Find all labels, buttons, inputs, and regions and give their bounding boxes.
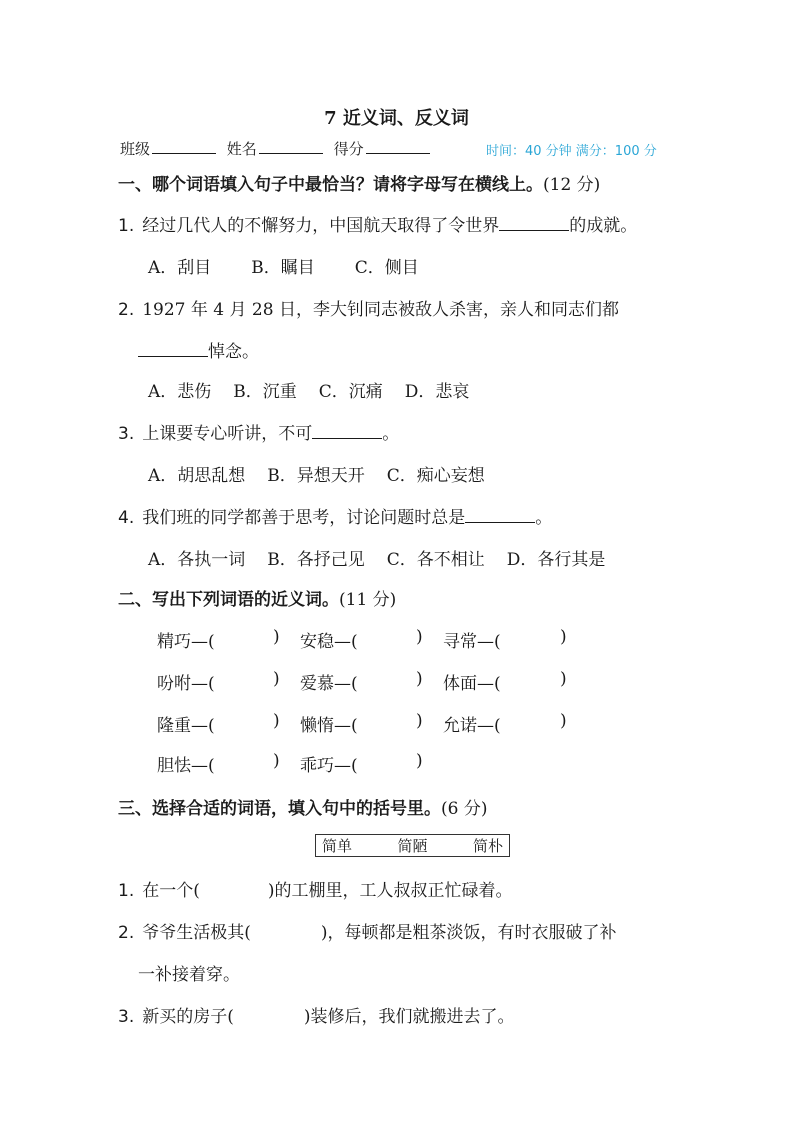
- question-1-4: [118, 503, 552, 528]
- answer-paren-close[interactable]: ): [416, 627, 423, 647]
- answer-blank[interactable]: [499, 216, 569, 231]
- answer-paren-close[interactable]: ): [560, 711, 567, 731]
- synonym-item: [157, 751, 215, 776]
- question-number: 4.: [118, 508, 135, 528]
- question-1-2-continued: [138, 337, 259, 362]
- question-text: 新买的房子(: [142, 1007, 234, 1027]
- question-3-1: [118, 876, 513, 901]
- dash-paren: —(: [334, 632, 358, 652]
- dash-paren: —(: [477, 632, 501, 652]
- dash-paren: —(: [191, 632, 215, 652]
- question-text-end: )，每顿都是粗茶淡饭，有时衣服破了补: [320, 923, 617, 943]
- question-1-1-options: [148, 253, 441, 278]
- option-a: A．悲伤: [148, 382, 212, 402]
- question-number: 3.: [118, 424, 135, 444]
- dash-paren: —(: [191, 716, 215, 736]
- word-choice: 简单: [322, 837, 353, 855]
- option-b: B．瞩目: [251, 258, 315, 278]
- page-title: 7 近义词、反义词: [324, 108, 469, 129]
- option-a: A．刮目: [148, 258, 212, 278]
- section-2-title: 二、写出下列词语的近义词。: [118, 590, 339, 610]
- option-b: B．沉重: [233, 382, 297, 402]
- score-label: 得分: [333, 140, 364, 158]
- name-blank[interactable]: [259, 139, 323, 154]
- answer-paren-close[interactable]: ): [416, 669, 423, 689]
- word: 爱慕: [300, 674, 334, 694]
- option-b: B．各抒己见: [267, 550, 365, 570]
- dash-paren: —(: [477, 716, 501, 736]
- word: 隆重: [157, 716, 191, 736]
- section-3-heading: [118, 794, 487, 819]
- question-number: 3.: [118, 1007, 135, 1027]
- question-1-3: [118, 419, 399, 444]
- section-3-title: 三、选择合适的词语，填入句中的括号里。: [118, 799, 441, 819]
- dash-paren: —(: [334, 674, 358, 694]
- question-1-2: [118, 295, 619, 320]
- answer-paren-close[interactable]: ): [560, 669, 567, 689]
- question-1-3-options: [148, 461, 507, 486]
- answer-paren-close[interactable]: ): [560, 627, 567, 647]
- question-text-end: 。: [382, 424, 400, 444]
- word: 吩咐: [157, 674, 191, 694]
- question-text: 上课要专心听讲，不可: [142, 424, 313, 444]
- dash-paren: —(: [477, 674, 501, 694]
- option-d: D．悲哀: [404, 382, 470, 402]
- question-text-end: 悼念。: [208, 342, 259, 362]
- option-c: C．侧目: [354, 258, 419, 278]
- question-1-4-options: [148, 545, 627, 570]
- student-info-row: [120, 138, 657, 159]
- class-blank[interactable]: [152, 139, 216, 154]
- section-1-score: (12 分): [543, 175, 601, 195]
- section-2-score: (11 分): [339, 590, 397, 610]
- section-1-title: 一、哪个词语填入句子中最恰当？请将字母写在横线上。: [118, 175, 543, 195]
- name-label: 姓名: [226, 140, 257, 158]
- answer-blank[interactable]: [312, 424, 382, 439]
- word: 寻常: [443, 632, 477, 652]
- word: 精巧: [157, 632, 191, 652]
- question-number: 2.: [118, 300, 135, 320]
- answer-paren-close[interactable]: ): [273, 627, 280, 647]
- section-3-score: (6 分): [441, 799, 488, 819]
- synonym-item: [157, 627, 215, 652]
- word: 体面: [443, 674, 477, 694]
- answer-paren-close[interactable]: ): [273, 751, 280, 771]
- option-a: A．胡思乱想: [148, 466, 246, 486]
- time-score-info: 时间：40 分钟 满分：100 分: [486, 144, 657, 159]
- question-text-end: )装修后，我们就搬进去了。: [303, 1007, 515, 1027]
- answer-blank[interactable]: [138, 342, 208, 357]
- question-text: 经过几代人的不懈努力，中国航天取得了令世界: [142, 216, 500, 236]
- option-c: C．痴心妄想: [386, 466, 485, 486]
- question-1-1: [118, 211, 637, 236]
- question-3-2: [118, 918, 617, 943]
- word-choice-box: [315, 834, 510, 857]
- answer-paren-close[interactable]: ): [273, 669, 280, 689]
- synonym-item: [443, 627, 501, 652]
- question-text: 爷爷生活极其(: [142, 923, 251, 943]
- option-c: C．沉痛: [318, 382, 383, 402]
- synonym-item: [443, 669, 501, 694]
- word-choice: 简陋: [397, 837, 428, 855]
- option-c: C．各不相让: [386, 550, 485, 570]
- question-text-end: 的成就。: [569, 216, 638, 236]
- word-choice: 简朴: [472, 837, 503, 855]
- question-text-end: )的工棚里，工人叔叔正忙碌着。: [267, 881, 513, 901]
- question-number: 2.: [118, 923, 135, 943]
- section-2-heading: [118, 585, 396, 610]
- question-text: 1927 年 4 月 28 日，李大钊同志被敌人杀害，亲人和同志们都: [142, 300, 619, 320]
- synonym-item: [157, 711, 215, 736]
- score-blank[interactable]: [366, 139, 430, 154]
- option-b: B．异想天开: [267, 466, 365, 486]
- dash-paren: —(: [191, 674, 215, 694]
- question-number: 1.: [118, 216, 135, 236]
- answer-paren-close[interactable]: ): [416, 711, 423, 731]
- question-3-2-continued: 一补接着穿。: [138, 965, 240, 985]
- word: 懒惰: [300, 716, 334, 736]
- question-text: 在一个(: [142, 881, 200, 901]
- synonym-item: [300, 627, 358, 652]
- word: 胆怯: [157, 756, 191, 776]
- word: 安稳: [300, 632, 334, 652]
- section-1-heading: [118, 170, 600, 195]
- word: 乖巧: [300, 756, 334, 776]
- option-d: D．各行其是: [506, 550, 606, 570]
- question-1-2-options: [148, 377, 491, 402]
- synonym-item: [300, 669, 358, 694]
- dash-paren: —(: [334, 756, 358, 776]
- question-text-end: 。: [535, 508, 553, 528]
- answer-blank[interactable]: [465, 508, 535, 523]
- answer-paren-close[interactable]: ): [273, 711, 280, 731]
- answer-paren-close[interactable]: ): [416, 751, 423, 771]
- dash-paren: —(: [191, 756, 215, 776]
- synonym-item: [443, 711, 501, 736]
- word: 允诺: [443, 716, 477, 736]
- synonym-item: [300, 751, 358, 776]
- class-label: 班级: [120, 140, 151, 158]
- synonym-item: [300, 711, 358, 736]
- question-3-3: [118, 1002, 515, 1027]
- option-a: A．各执一词: [148, 550, 246, 570]
- question-text: 我们班的同学都善于思考，讨论问题时总是: [142, 508, 466, 528]
- dash-paren: —(: [334, 716, 358, 736]
- synonym-item: [157, 669, 215, 694]
- question-number: 1.: [118, 881, 135, 901]
